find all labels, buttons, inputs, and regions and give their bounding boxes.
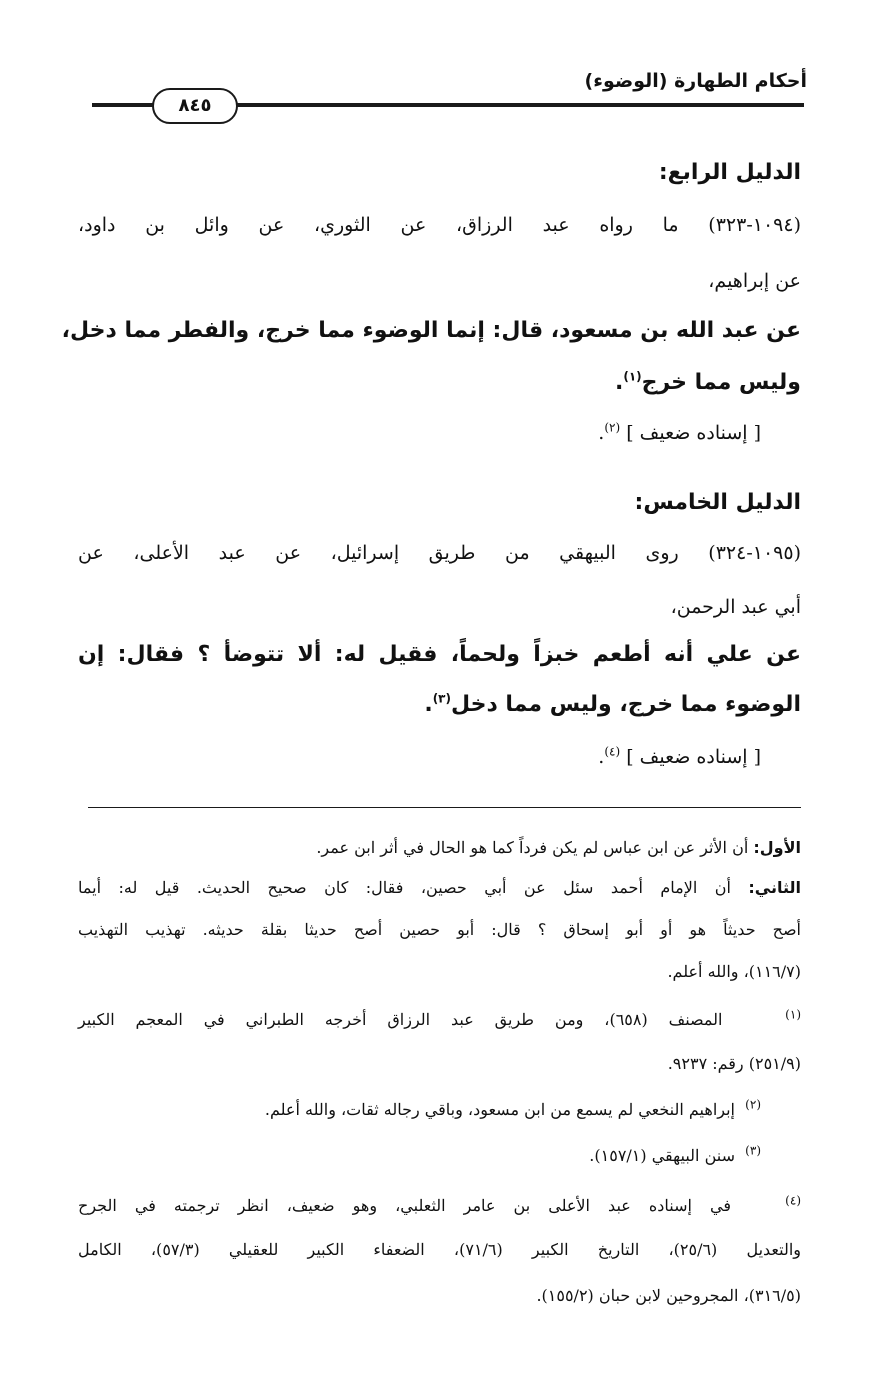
footnote-1-text: المصنف (٦٥٨)، ومن طريق عبد الرزاق أخرجه الطبراني في المعجم الكبير: [78, 1010, 723, 1029]
book-title: أحكام الطهارة (الوضوء): [584, 70, 807, 92]
footnote-ref-4: (٤): [604, 744, 621, 759]
footnote-separator: [88, 807, 801, 808]
footnote-1-marker: (١): [785, 1007, 801, 1022]
evidence-4-narration-line1: (١٠٩٤-٣٢٣) ما رواه عبد الرزاق، عن الثوري، عن وائل بن داود،: [78, 214, 801, 236]
evidence-5-matn-end: .: [424, 692, 433, 717]
evidence-4-matn-line2-text: وليس مما خرج: [641, 370, 801, 395]
evidence-5-matn-line1: عن علي أنه أطعم خبزاً ولحماً، فقيل له: ألا تتوضأ ؟ فقال: إن: [78, 642, 801, 667]
footnote-2-text: إبراهيم النخعي لم يسمع من ابن مسعود، وباقي رجاله ثقات، والله أعلم.: [264, 1100, 735, 1119]
evidence-4-grading-text: [ إسناده ضعيف ]: [626, 422, 761, 444]
footnote-ref-2: (٢): [604, 420, 621, 435]
evidence-4-narration-line2: عن إبراهيم،: [708, 270, 801, 292]
evidence-4-matn-line2: [78, 370, 801, 396]
footnote-4-marker: (٤): [785, 1193, 801, 1208]
footnote-3-marker: (٣): [745, 1143, 761, 1158]
footnote-4-text: في إسناده عبد الأعلى بن عامر الثعلبي، وهو ضعيف، انظر ترجمته في الجرح: [78, 1196, 731, 1215]
footnote-1-line2: (٢٥١/٩) رقم: ٩٢٣٧.: [667, 1054, 801, 1073]
evidence-4-grading: [78, 422, 761, 445]
evidence-5-heading: الدليل الخامس:: [634, 490, 801, 515]
evidence-5-matn-line2-text: الوضوء مما خرج، وليس مما دخل: [450, 692, 801, 717]
evidence-5-matn-line2: [78, 692, 801, 718]
footnote-continuation-first: [78, 838, 801, 857]
second-point-text-line1: أن الإمام أحمد سئل عن أبي حصين، فقال: كان صحيح الحديث. قيل له: أيما: [78, 878, 731, 897]
footnote-2-marker: (٢): [745, 1097, 761, 1112]
page-number: ٨٤٥: [152, 88, 238, 124]
second-point-label: الثاني:: [748, 878, 801, 897]
footnote-continuation-second-line1: [78, 878, 801, 897]
footnote-4-line3: (٣١٦/٥)، المجروحين لابن حبان (١٥٥/٢).: [536, 1286, 801, 1305]
evidence-5-narration-line2: أبي عبد الرحمن،: [670, 596, 801, 618]
footnote-ref-1: (١): [623, 369, 642, 384]
evidence-4-heading: الدليل الرابع:: [658, 160, 801, 185]
evidence-5-grading: [78, 746, 761, 769]
first-point-label: الأول:: [753, 838, 801, 857]
footnote-3: [78, 1143, 761, 1165]
footnote-continuation-second-line2: أصح حديثاً هو أو أبو إسحاق ؟ قال: أبو حصين أصح حديثا بقلة حديثه. تهذيب التهذيب: [78, 920, 801, 939]
footnote-4-line1: [78, 1193, 801, 1215]
footnote-2: [78, 1097, 761, 1119]
evidence-5-narration-line1: (١٠٩٥-٣٢٤) روى البيهقي من طريق إسرائيل، عن عبد الأعلى، عن: [78, 542, 801, 564]
footnote-continuation-second-line3: (١١٦/٧)، والله أعلم.: [667, 962, 801, 981]
evidence-4-matn-line1: عن عبد الله بن مسعود، قال: إنما الوضوء مما خرج، والفطر مما دخل،: [61, 318, 801, 343]
evidence-5-grading-end: .: [598, 746, 605, 768]
first-point-text: أن الأثر عن ابن عباس لم يكن فرداً كما هو الحال في أثر ابن عمر.: [316, 838, 749, 857]
evidence-5-grading-text: [ إسناده ضعيف ]: [626, 746, 761, 768]
footnote-4-line2: والتعديل (٢٥/٦)، التاريخ الكبير (٧١/٦)، الضعفاء الكبير للعقيلي (٥٧/٣)، الكامل: [78, 1240, 802, 1259]
evidence-4-grading-end: .: [598, 422, 605, 444]
evidence-4-matn-end: .: [614, 370, 624, 395]
footnote-ref-3: (٣): [432, 691, 451, 706]
footnote-3-text: سنن البيهقي (١٥٧/١).: [589, 1146, 735, 1165]
footnote-1-line1: [78, 1007, 801, 1029]
